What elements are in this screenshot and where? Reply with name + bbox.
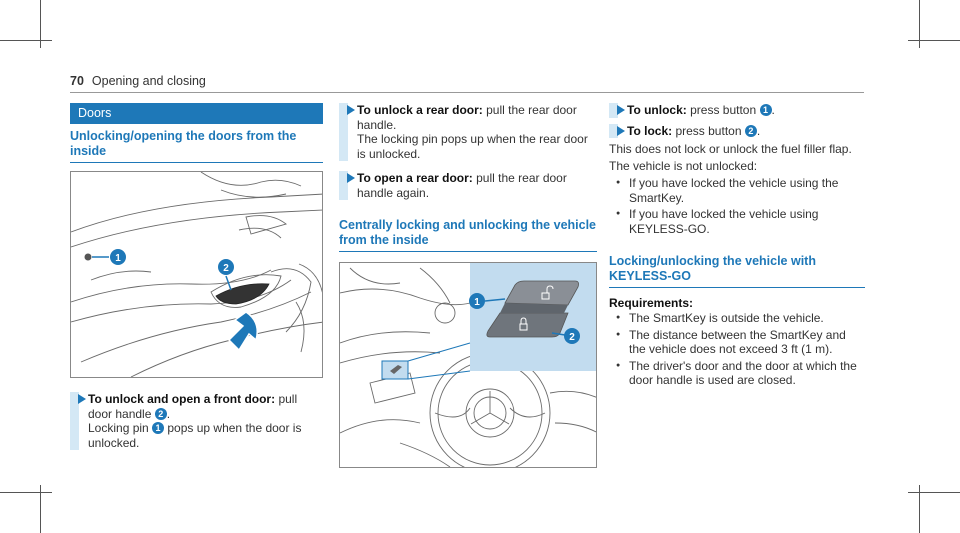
callout-label: 1 — [474, 297, 480, 308]
callout-label: 2 — [223, 263, 229, 274]
column-left — [70, 103, 323, 450]
list-item: ● If you have locked the vehicle using KEYLESS-GO. — [609, 207, 865, 236]
note-fuel-flap: This does not lock or unlock the fuel filler flap. — [609, 142, 852, 156]
central-locking-figure — [339, 262, 597, 468]
step-unlock — [609, 103, 865, 118]
step-lead: To open a rear door: — [357, 171, 473, 185]
callout-ref: 2 — [745, 125, 757, 137]
section-title-keyless-go: Locking/unlocking the vehicle with KEYLESS-GO — [609, 254, 865, 288]
callout-label: 1 — [115, 253, 121, 264]
step-arrow-icon — [617, 105, 625, 115]
callout-ref: 1 — [152, 422, 164, 434]
column-right — [609, 103, 865, 388]
step-text: . — [771, 103, 775, 117]
step-unlock-rear-door — [339, 103, 597, 161]
note-not-unlocked: The vehicle is not unlocked: — [609, 159, 758, 173]
step-text: pull the rear door handle. — [357, 103, 577, 132]
step-text: Locking pin — [88, 421, 153, 435]
step-text: . — [756, 123, 761, 138]
requirements-label: Requirements: — [609, 296, 694, 310]
step-lead: To lock: — [627, 123, 673, 138]
step-text: . — [166, 406, 171, 421]
step-lead: To unlock: — [627, 103, 687, 117]
page-header — [70, 74, 206, 88]
step-text: pops up when the door is unlocked. — [88, 421, 302, 450]
step-arrow-icon — [617, 126, 625, 136]
door-handle-illustration — [71, 172, 323, 377]
step-text: press button — [672, 123, 745, 138]
crop-mark — [0, 492, 52, 493]
crop-mark — [908, 40, 960, 41]
step-arrow-icon — [347, 105, 355, 115]
section-title-central-locking: Centrally locking and unlocking the vehicle from the inside — [339, 218, 597, 252]
step-lock — [609, 124, 865, 139]
crop-mark — [908, 492, 960, 493]
callout-ref: 1 — [760, 104, 772, 116]
step-lead: To unlock and open a front door: — [88, 392, 276, 406]
step-lead: To unlock a rear door: — [357, 103, 483, 117]
step-text: press button — [686, 103, 760, 117]
step-arrow-icon — [78, 394, 86, 404]
page-number: 70 — [70, 74, 84, 88]
crop-mark — [0, 40, 52, 41]
step-open-rear-door — [339, 171, 597, 200]
header-rule — [70, 92, 864, 93]
section-title-inside-doors: Unlocking/opening the doors from the inside — [70, 129, 323, 163]
step-text: pull the rear door handle again. — [357, 171, 567, 200]
step-text: The locking pin pops up when the rear door is unlocked. — [357, 132, 588, 161]
column-middle — [339, 103, 597, 468]
step-arrow-icon — [347, 173, 355, 183]
list-item: ● The distance between the SmartKey and the vehicle does not exceed 3 ft (1 m). — [609, 328, 865, 357]
step-text: pull door handle — [88, 392, 298, 421]
step-unlock-front-door — [70, 392, 323, 450]
chapter-bar-title: Doors — [70, 103, 323, 124]
callout-ref: 2 — [155, 408, 167, 420]
door-handle-figure — [70, 171, 323, 378]
callout-label: 2 — [569, 332, 575, 343]
list-item: ● The SmartKey is outside the vehicle. — [609, 311, 865, 326]
central-locking-illustration — [340, 263, 597, 467]
list-item: ● If you have locked the vehicle using the SmartKey. — [609, 176, 865, 205]
list-item: ● The driver's door and the door at which the door handle is used are closed. — [609, 359, 865, 388]
chapter-title: Opening and closing — [91, 74, 206, 88]
